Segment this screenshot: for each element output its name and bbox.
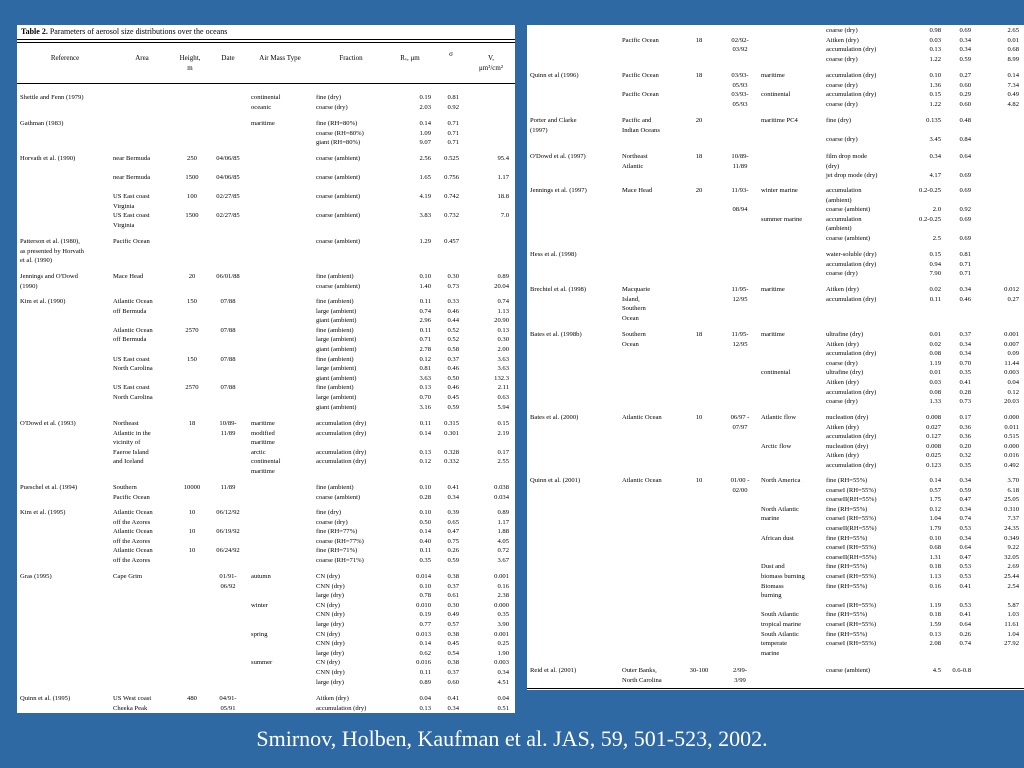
cell-rv: 0.135 3.45 (926, 117, 941, 144)
cell-rv: 0.14 0.57 1.75 0.12 1.04 1.79 0.10 0.68 1.31 0.18 1.13 0.16 1.19 0.18 1.59 0.13 2.08 (929, 477, 941, 648)
cell-sigma: 0.41 0.34 (447, 695, 459, 712)
cell-reference: Bates et al. (2000) (530, 414, 579, 421)
cell-fraction: accumulation (dry) coarse (dry) accumulation (dry) coarse (dry) (826, 72, 877, 108)
cell-fraction: ultrafine (dry) Aitken (dry) accumulation (dry) coarse (dry) ultrafine (dry) Aitken (dry) accumulation (dry) coarse (dry) (826, 331, 877, 406)
cell-area: Outer Banks, North Carolina (622, 667, 662, 684)
cell-height: 250 (187, 155, 197, 162)
cell-fraction: water-soluble (dry) accumulation (dry) coarse (dry) (826, 251, 877, 278)
cell-rv: 0.14 1.09 9.07 (419, 120, 431, 147)
cell-fraction: fine (ambient) coarse (ambient) (316, 273, 361, 290)
cell-area: US East coast Virginia US East coast Virginia (113, 193, 150, 229)
cell-area: near Bermuda (113, 174, 151, 181)
cell-sigma: 0.38 0.37 0.61 0.30 0.49 0.57 0.38 0.45 0.54 0.38 0.37 0.60 (447, 573, 459, 686)
cell-air-mass-type: maritime continental (761, 331, 791, 377)
cell-rv: 0.2-0.25 2.0 0.2-0.25 2.5 (919, 187, 941, 242)
cell-height: 10 (695, 477, 703, 484)
cell-rv: 0.11 0.14 0.13 0.12 (419, 420, 431, 466)
cell-height: 18 (695, 331, 703, 338)
cell-area: Macquarie Island, Southern Ocean (622, 286, 651, 322)
cell-rv: 4.5 (932, 667, 941, 674)
cell-date: 02/92- 03/92 (731, 36, 749, 54)
cell-air-mass-type: autumn winter spring summer (251, 573, 273, 667)
cell-sigma: 0.69 0.92 0.69 0.69 (959, 187, 971, 242)
cell-area: Pacific Ocean Pacific Ocean (622, 72, 659, 99)
cell-area: Northeast Atlantic (622, 153, 648, 170)
cell-height: 30-100 (689, 667, 709, 674)
cell-date: 04/91- 05/91 (219, 695, 237, 712)
cell-rv: 0.98 0.03 0.13 1.22 (929, 27, 941, 63)
cell-air-mass-type: maritime (761, 286, 785, 293)
cell-rv: 0.34 4.17 (929, 153, 941, 180)
cell-volume: 0.001 0.007 0.09 11.44 0.003 0.04 0.12 20.03 (1004, 331, 1019, 406)
cell-sigma: 0.37 0.34 0.34 0.70 0.35 0.41 0.28 0.73 (959, 331, 971, 406)
header-sigma: σ (449, 50, 453, 58)
cell-rv: 0.02 0.11 (929, 286, 941, 303)
cell-sigma: 0.6-0.8 (952, 667, 971, 674)
cell-fraction: coarse (ambient) (316, 238, 361, 245)
cell-volume: 0.74 1.13 20.90 0.13 0.30 2.00 3.63 3.63 132.3 2.11 0.63 5.94 (494, 298, 509, 411)
cell-rv: 4.19 3.83 (419, 193, 431, 220)
cell-sigma: 0.71 0.71 0.71 (447, 120, 459, 147)
cell-height: 1500 (185, 174, 199, 181)
cell-fraction: fine (RH=55%) coarseI (RH=55%) coarseII(RH=55%) fine (RH=55%) coarseI (RH=55%) coarseII(RH=55%) fine (RH=55%) coarseI (RH=55%) coarseII(RH=55%) fine (RH=55%) coarseI (RH=55%) fine (RH=55%) coarseI (RH=55%) fine (RH=55%) coarseI (RH=55%) fine (RH=55%) coarseI (RH=55%) (826, 477, 877, 648)
cell-reference: O'Dowd et al. (1997) (530, 153, 586, 160)
cell-fraction: accumulation (ambient) coarse (ambient) accumulation (ambient) coarse (ambient) (826, 187, 871, 242)
cell-reference: Reid et al. (2001) (530, 667, 577, 674)
cell-air-mass-type: maritime continental (761, 72, 791, 99)
cell-sigma: 0.742 0.732 (444, 193, 459, 220)
cell-date: 04/06/85 (216, 174, 240, 181)
cell-fraction: fine (ambient) coarse (ambient) (316, 484, 361, 501)
cell-volume: 1.17 (497, 174, 509, 181)
cell-air-mass-type: maritime (251, 120, 275, 127)
cell-date: 06/97 - 07/97 (730, 414, 750, 431)
cell-sigma: 0.315 0.301 0.328 0.332 (444, 420, 459, 466)
cell-date: 01/91- 06/92 (219, 573, 237, 590)
cell-area: Southern Pacific Ocean (113, 484, 150, 501)
cell-fraction: fine (dry) coarse (dry) (826, 117, 858, 144)
cell-sigma: 0.41 0.34 (447, 484, 459, 501)
cell-height: 480 (187, 695, 197, 702)
cell-reference: Jennings et al. (1997) (530, 187, 587, 194)
bottom-rule (527, 688, 1024, 689)
cell-area: near Bermuda (113, 155, 151, 162)
cell-sigma: 0.64 0.69 (959, 153, 971, 180)
cell-air-mass-type: North America North Atlantic marine African dust Dust and biomass burning Biomass burning South Atlantic tropical marine South Atlantic temperate marine (761, 477, 805, 657)
cell-date: 10/89- 11/89 (219, 420, 237, 437)
cell-fraction: fine (RH=80%) coarse (RH=80%) giant (RH=80%) (316, 120, 364, 147)
cell-reference: Quinn et al. (1995) (20, 695, 71, 702)
header-fraction: Fraction (339, 54, 363, 62)
header-rule (17, 83, 515, 84)
cell-reference: Quinn et al. (2001) (530, 477, 581, 484)
cell-height: 18 (695, 153, 703, 160)
table-caption: Parameters of aerosol size distributions over the oceans (49, 27, 228, 36)
cell-height: 100 1500 (185, 193, 199, 220)
cell-rv: 0.10 0.28 (419, 484, 431, 501)
cell-sigma: 0.27 0.60 0.29 0.60 (959, 72, 971, 108)
cell-height: 18 (188, 420, 196, 427)
table-right-panel (527, 25, 1024, 690)
cell-date: 01/00 - 02/00 (730, 477, 750, 494)
cell-reference: Pueschel et al. (1994) (20, 484, 78, 491)
cell-height: 20 (695, 187, 703, 194)
cell-reference: Jennings and O'Dowd (1990) (20, 273, 78, 290)
cell-volume: 0.15 2.19 0.17 2.55 (497, 420, 509, 466)
top-rule (17, 39, 515, 40)
cell-air-mass-type: winter marine summer marine (761, 187, 803, 223)
cell-fraction: film drop mode (dry) jet drop mode (dry) (826, 153, 878, 180)
cell-fraction: Aitken (dry) accumulation (dry) (316, 695, 367, 712)
cell-fraction: fine (dry) coarse (dry) fine (RH=77%) coarse (RH=77%) fine (RH=71%) coarse (RH=71%) (316, 509, 364, 564)
cell-rv: 0.15 0.94 7.90 (929, 251, 941, 278)
cell-rv: 0.014 0.10 0.78 0.010 0.19 0.77 0.013 0.14 0.62 0.016 0.11 0.89 (416, 573, 431, 686)
cell-date: 04/06/85 (216, 155, 240, 162)
cell-fraction: fine (ambient) large (ambient) giant (ambient) fine (ambient) large (ambient) giant (ambient) fine (ambient) large (ambient) giant (ambient) fine (ambient) large (ambient) giant (ambient) (316, 298, 357, 411)
cell-height: 10000 (183, 484, 201, 491)
cell-rv: 0.19 2.03 (419, 94, 431, 111)
cell-area: Pacific Ocean (622, 36, 659, 44)
cell-fraction: coarse (dry) Aitken (dry) accumulation (dry) coarse (dry) (826, 27, 877, 63)
cell-area: Southern Ocean (622, 331, 646, 348)
cell-date: 11/89 (220, 484, 236, 491)
cell-rv: 1.29 (419, 238, 431, 245)
cell-date: 06/12/92 06/19/92 06/24/92 (216, 509, 240, 555)
cell-sigma: 0.457 (444, 238, 459, 245)
cell-volume: 18.8 7.0 (497, 193, 509, 220)
cell-fraction: fine (dry) coarse (dry) (316, 94, 348, 111)
cell-fraction: CN (dry) CNN (dry) large (dry) CN (dry) CNN (dry) large (dry) CN (dry) CNN (dry) large (dry) CN (dry) CNN (dry) large (dry) (316, 573, 345, 686)
cell-rv: 0.008 0.027 0.127 0.008 0.025 0.123 (926, 414, 941, 469)
cell-volume: 95.4 (497, 155, 509, 162)
cell-area: Atlantic Ocean (622, 414, 662, 421)
header-height: Height, m (179, 54, 201, 72)
table-left-panel (17, 25, 515, 713)
cell-reference: Porter and Clarke (1997) (530, 117, 577, 134)
cell-sigma: 0.525 (444, 155, 459, 162)
cell-rv: 0.10 1.36 0.15 1.22 (929, 72, 941, 108)
cell-reference: Patterson et al. (1980), as presented by Horvath et al. (1990) (20, 238, 84, 265)
cell-volume: 0.038 0.034 (494, 484, 509, 501)
cell-area: Northeast Atlantic in the vicinity of Faeroe Island and Iceland (113, 420, 151, 466)
cell-reference: Horvath et al. (1990) (20, 155, 76, 162)
cell-sigma: 0.81 0.92 (447, 94, 459, 111)
cell-sigma: 0.756 (444, 174, 459, 181)
cell-sigma: 0.17 0.36 0.36 0.20 0.32 0.35 (959, 414, 971, 469)
cell-sigma: 0.30 0.73 (447, 273, 459, 290)
cell-sigma: 0.48 0.84 (959, 117, 971, 144)
header-reference: Reference (50, 54, 80, 62)
header-area: Area (135, 54, 149, 62)
cell-area: Pacific Ocean (113, 238, 150, 245)
cell-area: Mace Head (622, 187, 653, 194)
cell-reference: Gras (1995) (20, 573, 52, 580)
table-title (21, 27, 227, 36)
top-rule-2 (17, 42, 515, 43)
cell-volume: 0.14 7.34 0.49 4.82 (1007, 72, 1019, 108)
cell-sigma: 0.33 0.46 0.44 0.52 0.52 0.58 0.37 0.46 0.50 0.46 0.45 0.59 (447, 298, 459, 411)
cell-height: 10 10 10 (188, 509, 196, 555)
cell-rv: 0.01 0.02 0.08 1.19 0.01 0.03 0.08 1.33 (929, 331, 941, 406)
cell-volume: 0.89 20.04 (494, 273, 509, 290)
cell-volume: 0.89 1.17 1.88 4.05 0.72 3.67 (497, 509, 509, 564)
header-volume: V, μm³/cm² (479, 54, 503, 72)
cell-volume: 2.65 0.01 0.68 8.99 (1007, 27, 1019, 63)
cell-date: 07/88 07/88 07/88 07/88 (220, 298, 236, 392)
cell-sigma: 0.69 0.34 0.34 0.59 (959, 27, 971, 63)
cell-height: 10 (695, 414, 703, 421)
cell-reference: Shettle and Fenn (1979) (20, 94, 84, 101)
cell-area: Atlantic Ocean (622, 477, 662, 484)
cell-sigma: 0.39 0.65 0.47 0.75 0.26 0.59 (447, 509, 459, 564)
cell-fraction: nucleation (dry) Aitken (dry) accumulation (dry) nucleation (dry) Aitken (dry) accumulation (dry) (826, 414, 877, 469)
cell-reference: Kim et al. (1990) (20, 298, 66, 305)
citation: Smirnov, Holben, Kaufman et al. JAS, 59, 501-523, 2002. (256, 726, 768, 751)
cell-rv: 2.56 (419, 155, 431, 162)
cell-reference: Gathman (1983) (20, 120, 64, 127)
cell-fraction: coarse (ambient) (826, 667, 871, 674)
cell-rv: 0.04 0.13 (419, 695, 431, 712)
cell-reference: Quinn et al (1996) (530, 72, 579, 79)
cell-fraction: Aitken (dry) accumulation (dry) (826, 286, 877, 303)
cell-date: 06/01/88 (216, 273, 240, 280)
cell-reference: Kim et al. (1995) (20, 509, 66, 516)
cell-fraction: accumulation (dry) accumulation (dry) accumulation (dry) accumulation (dry) (316, 420, 367, 466)
cell-sigma: 0.81 0.71 0.71 (959, 251, 971, 278)
cell-date: 11/95- 12/95 (731, 331, 749, 348)
cell-air-mass-type: maritime modified maritime arctic continental maritime (251, 420, 281, 475)
cell-area: Cape Grim (113, 573, 143, 580)
cell-date: 02/27/85 02/27/85 (216, 193, 240, 220)
cell-area: Mace Head (113, 273, 144, 280)
cell-volume: 0.012 0.27 (1004, 286, 1019, 303)
cell-height: 18 (695, 72, 703, 79)
cell-area: Atlantic Ocean off Bermuda Atlantic Ocean off Bermuda US East coast North Carolina US East coast North Carolina (113, 298, 153, 401)
cell-date: 11/93- 08/94 (731, 187, 749, 214)
header-rv: Rᵥ, μm (400, 54, 420, 62)
cell-rv: 1.65 (419, 174, 431, 181)
cell-volume: 0.001 0.16 2.38 0.000 0.35 3.90 0.001 0.25 1.90 0.003 0.34 4.51 (494, 573, 509, 686)
cell-date: 03/93- 05/93 03/93- 05/93 (731, 72, 749, 108)
cell-rv: 0.10 0.50 0.14 0.40 0.11 0.35 (419, 509, 431, 564)
cell-volume: 3.70 6.18 25.05 0.310 7.37 24.35 0.349 9.22 32.05 2.69 25.44 2.54 5.87 1.03 11.61 1.04 27.92 (1004, 477, 1019, 648)
cell-fraction: coarse (ambient) (316, 155, 361, 162)
cell-air-mass-type: Atlantic flow Arctic flow (761, 414, 796, 450)
cell-reference: Bates et al. (1998b) (530, 331, 582, 338)
header-date: Date (221, 54, 235, 62)
cell-volume: 0.000 0.011 0.515 0.000 0.016 0.492 (1004, 414, 1019, 469)
cell-height: 20 (695, 117, 703, 124)
cell-area: US West coast Cheeka Peak (113, 695, 152, 712)
cell-volume: 0.04 0.51 (497, 695, 509, 712)
table-number: Table 2. (21, 27, 48, 36)
cell-reference: O'Dowd et al. (1993) (20, 420, 76, 427)
cell-height: 18 (695, 36, 703, 44)
header-airmass: Air Mass Type (259, 54, 301, 62)
cell-height: 20 (188, 273, 196, 280)
cell-area: Atlantic Ocean off the Azores Atlantic Ocean off the Azores Atlantic Ocean off the Azores (113, 509, 153, 564)
cell-area: Pacific and Indian Oceans (622, 117, 660, 134)
cell-air-mass-type: continental oceanic (251, 94, 281, 111)
cell-date: 11/95- 12/95 (731, 286, 749, 303)
cell-date: 10/89- 11/89 (731, 153, 749, 170)
cell-fraction: coarse (ambient) (316, 174, 361, 181)
cell-reference: Brechtel et al. (1998) (530, 286, 587, 293)
cell-fraction: coarse (ambient) coarse (ambient) (316, 193, 361, 220)
cell-reference: Hess et al. (1998) (530, 251, 577, 258)
cell-height: 150 2570 150 2570 (185, 298, 199, 392)
cell-rv: 0.10 1.40 (419, 273, 431, 290)
cell-sigma: 0.34 0.59 0.47 0.34 0.74 0.53 0.34 0.64 0.47 0.53 0.53 0.41 0.53 0.41 0.64 0.26 0.74 (959, 477, 971, 648)
cell-sigma: 0.34 0.46 (959, 286, 971, 303)
cell-rv: 0.11 0.74 2.96 0.11 0.71 2.78 0.12 0.81 3.63 0.13 0.70 3.16 (419, 298, 431, 411)
cell-date: 2/99- 3/99 (733, 667, 747, 684)
cell-air-mass-type: maritime PC4 (761, 117, 798, 124)
